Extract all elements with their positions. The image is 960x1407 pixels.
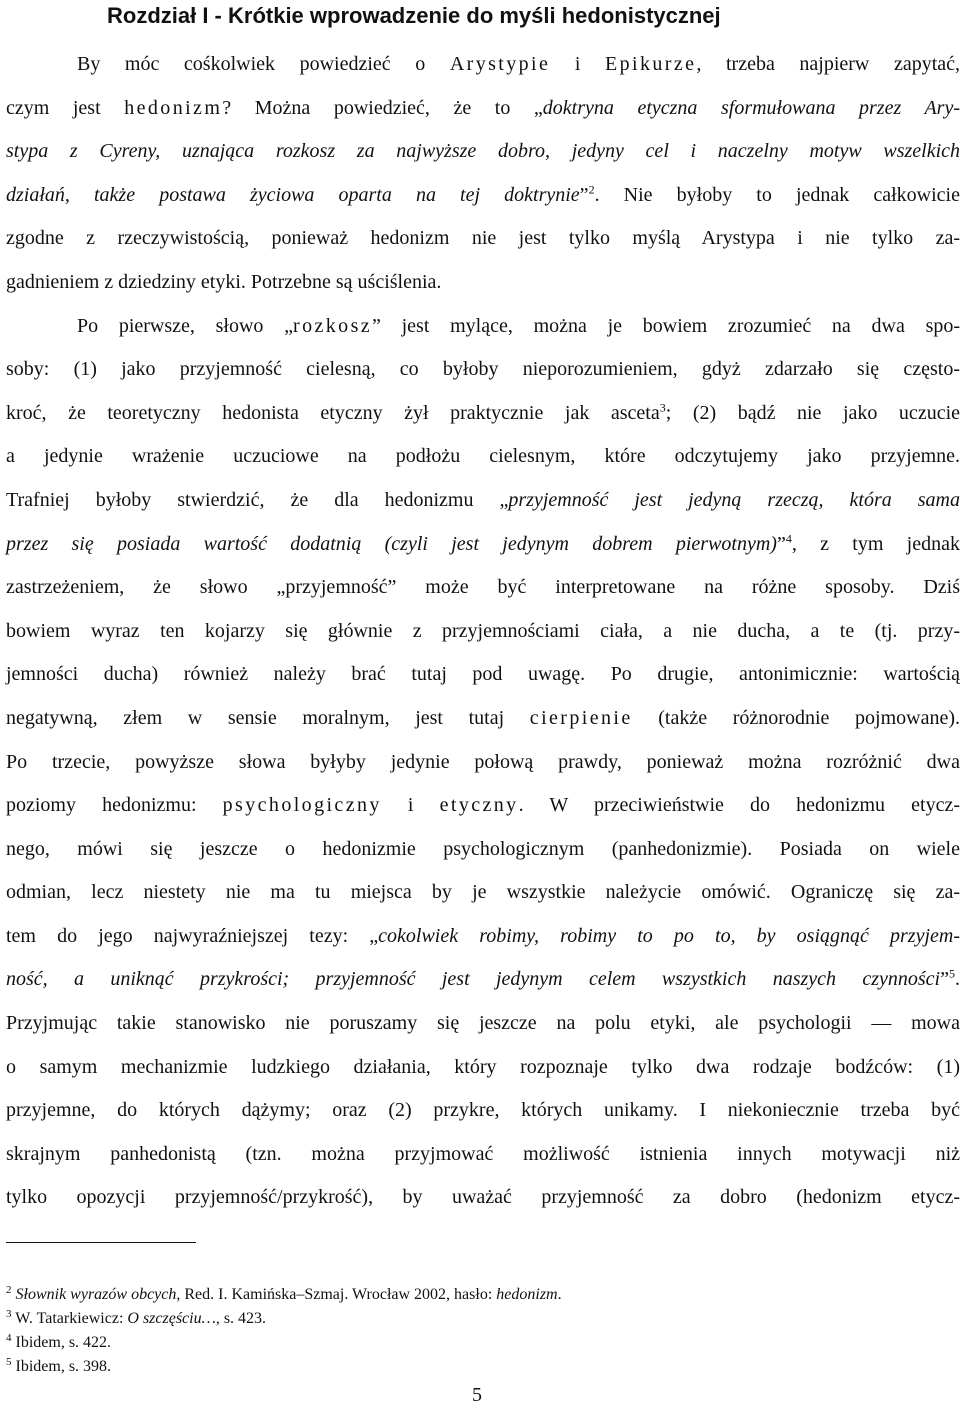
footnote-ref: 3	[659, 400, 666, 415]
text-line: zastrzeżeniem, że słowo „przyjemność” może być interpretowane na różne sposoby. Dziś	[6, 576, 960, 599]
quote-italic: cokolwiek robimy, robimy to po to, by osiągnąć przyjem-	[378, 924, 960, 947]
text-line: odmian, lecz niestety nie ma tu miejsca by je wszystkie należycie omówić. Ograniczę się za-	[6, 881, 960, 904]
text-line: Trafniej byłoby stwierdzić, że dla hedonizmu „przyjemność jest jedyną rzeczą, która sama	[6, 488, 960, 511]
text-line: Po pierwsze, słowo „rozkosz” jest mylące, można je bowiem zrozumieć na dwa spo-	[77, 314, 960, 337]
text-line: tylko opozycji przyjemność/przykrość), by uważać przyjemność za dobro (hedonizm etycz-	[6, 1186, 960, 1209]
footnote-number: 4	[6, 1332, 12, 1344]
text-line: kroć, że teoretyczny hedonista etyczny żył praktycznie jak asceta$^3$; (2) bądź nie jako uczucie	[6, 400, 960, 424]
text-line: Przyjmując takie stanowisko nie poruszamy się jeszcze na polu etyki, ale psychologii — mowa	[6, 1012, 960, 1035]
text-line: jemności ducha) również należy brać tutaj pod uwagę. Po drugie, antonimicznie: wartością	[6, 663, 960, 686]
footnote: $^5$ Ibidem, s. 398.	[6, 1356, 112, 1375]
text-line: By móc cośkolwiek powiedzieć o Arystypie i Epikurze, trzeba najpierw zapytać,	[77, 53, 960, 75]
text-line: skrajnym panhedonistą (tzn. można przyjmować możliwość istnienia innych motywacji niż	[6, 1142, 960, 1165]
text-line: ność, a uniknąć przykrości; przyjemność jest jedynym celem wszystkich naszych czynności”$^5$.	[6, 966, 960, 991]
footnotes	[6, 1283, 562, 1379]
footnote-ref: 5	[949, 966, 955, 981]
text-line: czym jest hedonizm? Można powiedzieć, że to „doktryna etyczna sformułowana przez Ary-	[6, 96, 960, 119]
footnote-number: 5	[6, 1356, 12, 1368]
footnote-separator	[6, 1242, 196, 1243]
spaced-term: psychologiczny	[222, 794, 382, 817]
spaced-term: rozkosz	[293, 314, 373, 337]
footnote-number: 2	[6, 1284, 12, 1296]
text-line: Po trzecie, powyższe słowa byłyby jedynie połową prawdy, ponieważ można rozróżnić dwa	[6, 750, 960, 773]
spaced-term: Arystypie	[449, 53, 551, 75]
footnote: $^4$ Ibidem, s. 422.	[6, 1332, 112, 1351]
text-line: soby: (1) jako przyjemność cielesną, co byłoby nieporozumieniem, gdyż zdarzało się często-	[6, 358, 960, 381]
footnote-number: 3	[6, 1308, 12, 1320]
text-line: nego, mówi się jeszcze o hedonizmie psychologicznym (panhedonizmie). Posiada on wiele	[6, 837, 960, 860]
text-line	[6, 130, 960, 174]
footnote-ref: 2	[588, 182, 595, 197]
text-line: negatywną, złem w sensie moralnym, jest tutaj cierpienie (także różnorodnie pojmowane).	[6, 706, 960, 729]
text-line: tem do jego najwyraźniejszej tezy: „cokolwiek robimy, robimy to po to, by osiągnąć przyjem-	[6, 924, 960, 947]
text-line: przyjemne, do których dążymy; oraz (2) przykre, których unikamy. I niekoniecznie trzeba być	[6, 1099, 960, 1122]
quote-italic: przyjemność jest jedyną rzeczą, która sama	[508, 488, 960, 511]
text-line: poziomy hedonizmu: psychologiczny i etyczny. W przeciwieństwie do hedonizmu etycz-	[6, 794, 960, 817]
quote-italic: doktryna etyczna sformułowana przez Ary-	[542, 96, 960, 119]
text-line: działań, także postawa życiowa oparta na tej doktrynie”$^2$. Nie byłoby to jednak całkowicie	[6, 182, 960, 206]
text-line: bowiem wyraz ten kojarzy się głównie z przyjemnościami ciała, a nie ducha, a te (tj. przy-	[6, 619, 960, 642]
spaced-term: hedonizm	[124, 96, 223, 119]
quote-italic: przez się posiada wartość dodatnią (czyli jest jedynym dobrem pierwotnym)	[6, 532, 777, 555]
footnote: $^3$ W. Tatarkiewicz: O szczęściu…, s. 423.	[6, 1308, 267, 1327]
text-line: zgodne z rzeczywistością, ponieważ hedonizm nie jest tylko myślą Arystypa i nie tylko za-	[6, 227, 960, 250]
quote-italic: ność, a uniknąć przykrości; przyjemność jest jedynym celem wszystkich naszych czynności	[6, 968, 941, 991]
quote-italic: stypa z Cyreny, uznająca rozkosz za najwyższe dobro, jedyny cel i naczelny motyw wszelkich	[6, 140, 960, 163]
text-line: przez się posiada wartość dodatnią (czyli jest jedynym dobrem pierwotnym)”$^4$, z tym jednak	[6, 530, 960, 555]
footnote: $^2$ Słownik wyrazów obcych, Red. I. Kamińska–Szmaj. Wrocław 2002, hasło: hedonizm.	[6, 1284, 562, 1303]
spaced-term: Epikurze	[605, 53, 697, 75]
text-line: gadnieniem z dziedziny etyki. Potrzebne są uściślenia.	[6, 270, 442, 293]
text-line: a jedynie wrażenie uczuciowe na podłożu cielesnym, które odczytujemy jako przyjemne.	[6, 445, 960, 468]
quote-italic: działań, także postawa życiowa oparta na tej doktrynie	[6, 183, 580, 206]
page-number: 5	[472, 1384, 482, 1406]
spaced-term: etyczny	[439, 794, 519, 817]
text-line: o samym mechanizmie ludzkiego działania, który rozpoznaje tylko dwa rodzaje bodźców: (1)	[6, 1055, 960, 1078]
body-text	[6, 43, 960, 1220]
spaced-term: cierpienie	[529, 706, 633, 729]
footnote-ref: 4	[785, 530, 792, 545]
chapter-title: Rozdział I - Krótkie wprowadzenie do myśli hedonistycznej	[107, 3, 721, 28]
